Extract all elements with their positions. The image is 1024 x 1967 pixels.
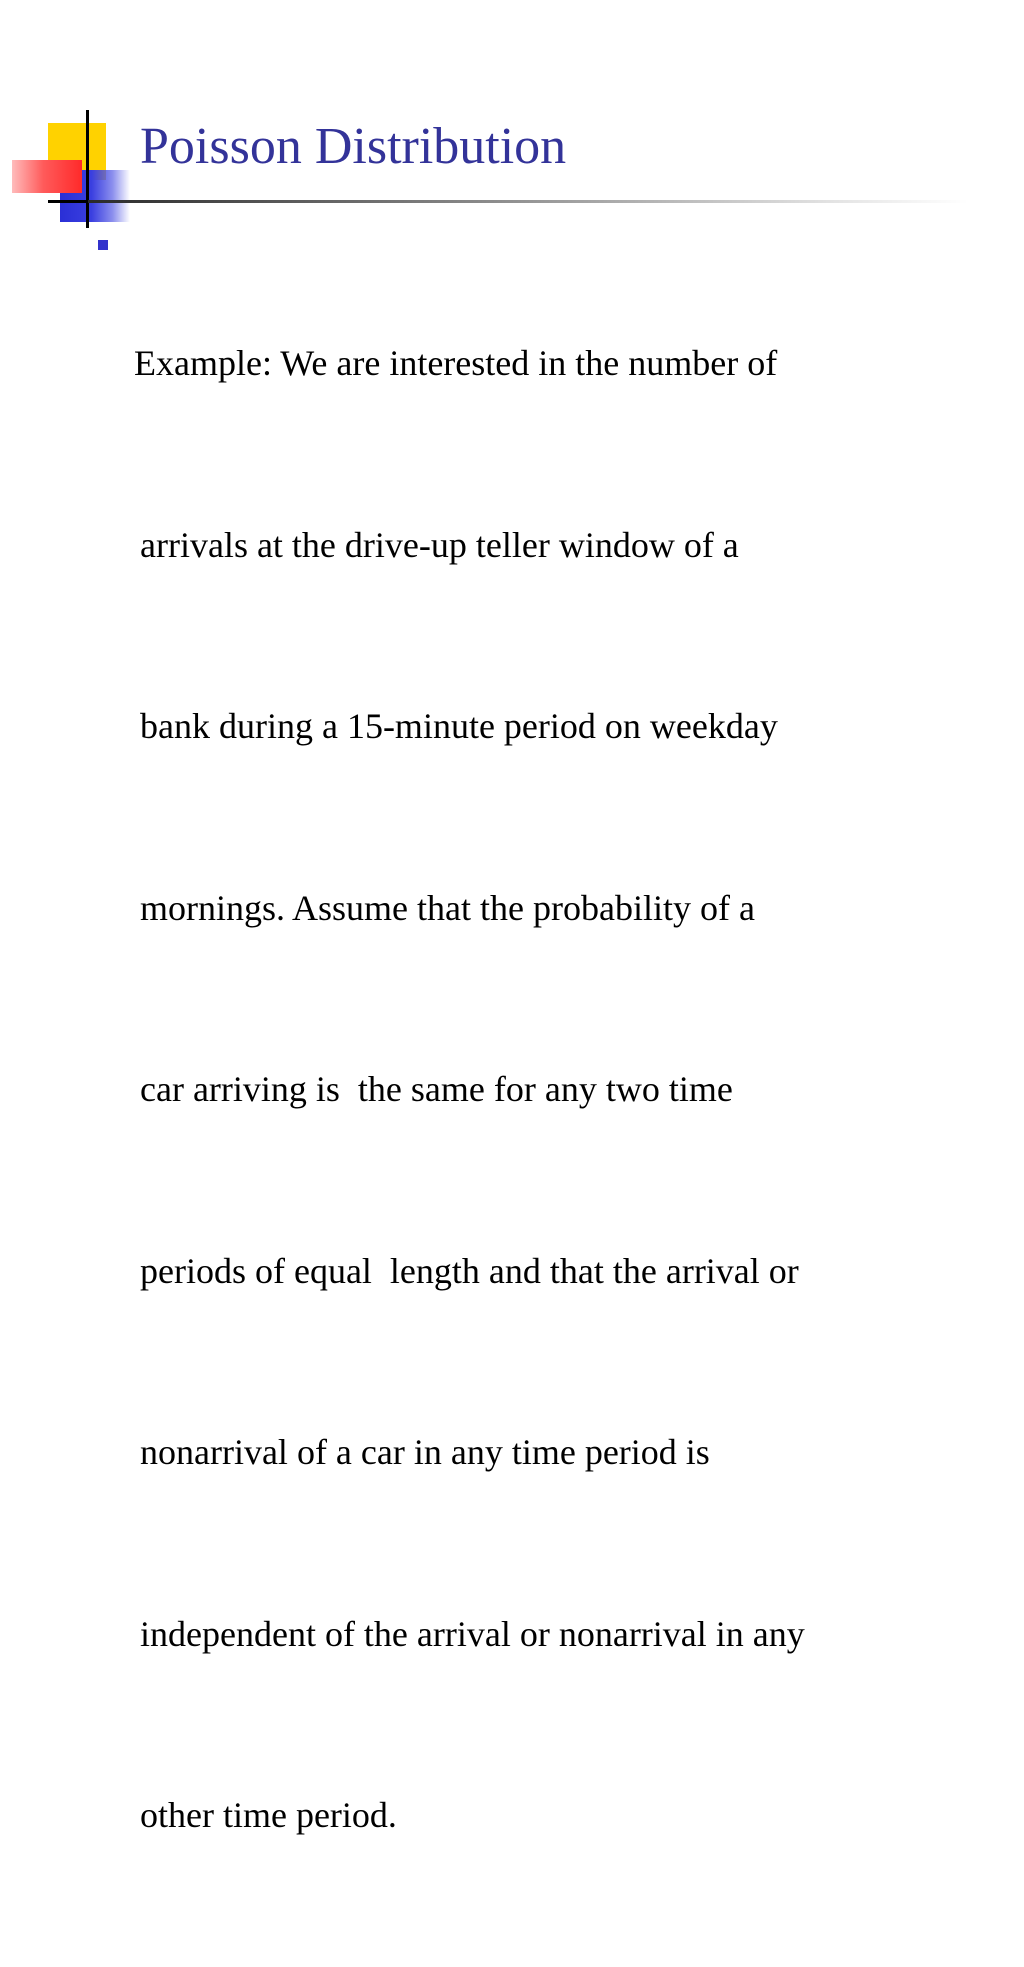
bullet-text (134, 212, 994, 1967)
corner-decoration (0, 0, 140, 240)
bullet-line: other time period. (140, 1795, 397, 1835)
slide-title: Poisson Distribution (140, 118, 567, 175)
bullet-line: car arriving is the same for any two time (140, 1069, 733, 1109)
bullet-line: Example: We are interested in the number of (134, 343, 778, 383)
decoration-red-bar (12, 160, 82, 193)
title-underline (88, 200, 968, 203)
bullet-square-icon (98, 240, 108, 250)
bullet-line: mornings. Assume that the probability of a (140, 887, 755, 928)
bullet-line: bank during a 15-minute period on weekday (140, 706, 778, 746)
bullet-line: arrivals at the drive-up teller window of a (140, 524, 739, 565)
bullet-line: nonarrival of a car in any time period is (140, 1432, 710, 1472)
bullet-line: independent of the arrival or nonarrival in any (140, 1613, 805, 1654)
bullet-line: periods of equal length and that the arrival or (140, 1250, 799, 1291)
decoration-vertical-line (86, 110, 89, 228)
